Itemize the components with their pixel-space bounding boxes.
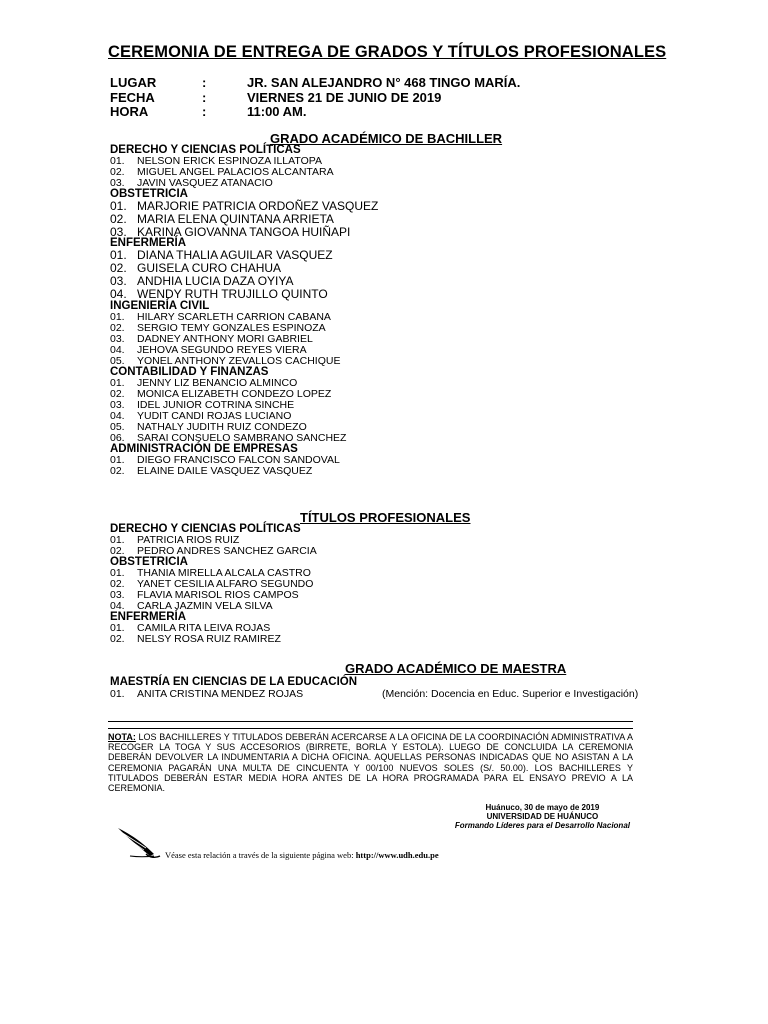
entry-name: NELSY ROSA RUIZ RAMIREZ — [137, 633, 281, 645]
entry-number: 02. — [110, 464, 125, 477]
entry-number: 01. — [110, 155, 125, 167]
entry-number: 02. — [110, 578, 125, 590]
entry-name: HILARY SCARLETH CARRION CABANA — [137, 310, 331, 323]
entry-number: 02. — [110, 261, 127, 276]
list-item — [110, 411, 301, 422]
entry-number: 01. — [110, 622, 125, 634]
entry-name: JEHOVA SEGUNDO REYES VIERA — [137, 343, 307, 356]
entry-name: SERGIO TEMY GONZALES ESPINOZA — [137, 321, 326, 334]
entry-name: ANDHIA LUCIA DAZA OYIYA — [137, 273, 294, 288]
entry-number: 01. — [110, 453, 125, 466]
entry-number: 02. — [110, 633, 125, 645]
entry-name: NATHALY JUDITH RUIZ CONDEZO — [137, 420, 307, 433]
info-key: LUGAR — [110, 75, 157, 90]
divider-bottom — [108, 728, 633, 729]
entry-name: CAMILA RITA LEIVA ROJAS — [137, 622, 271, 634]
entry-name: ELAINE DAILE VASQUEZ VASQUEZ — [137, 464, 313, 477]
info-value: JR. SAN ALEJANDRO N° 468 TINGO MARÍA. — [247, 75, 521, 90]
section-title-bachiller: GRADO ACADÉMICO DE BACHILLER — [270, 131, 503, 146]
entry-number: 05. — [110, 354, 125, 367]
entry-number: 04. — [110, 600, 125, 612]
list-item — [110, 420, 307, 433]
entry-number: 01. — [110, 534, 125, 546]
entry-number: 01. — [110, 567, 125, 579]
signature-university: UNIVERSIDAD DE HUÁNUCO — [486, 812, 599, 821]
quill-pen-icon — [116, 826, 162, 860]
list-item — [110, 332, 313, 345]
list-item — [110, 601, 301, 612]
entry-number: 05. — [110, 420, 125, 433]
entry-number: 01. — [110, 310, 125, 323]
entry-name: MIGUEL ANGEL PALACIOS ALCANTARA — [137, 166, 334, 178]
maestra-list — [110, 676, 639, 700]
footer-label: Véase esta relación a través de la siguiente página web: — [165, 850, 356, 860]
info-key: FECHA — [110, 89, 155, 105]
info-key: HORA — [110, 104, 149, 119]
list-item — [110, 224, 351, 239]
note-paragraph — [108, 732, 633, 793]
titulos-list — [110, 523, 317, 645]
entry-name: ANITA CRISTINA MENDEZ ROJAS — [137, 688, 304, 700]
list-item — [110, 211, 334, 226]
entry-name: DIANA THALIA AGUILAR VASQUEZ — [137, 248, 333, 263]
signature-block — [455, 803, 630, 830]
list-item — [110, 343, 307, 356]
entry-name: CARLA JAZMIN VELA SILVA — [137, 600, 273, 612]
entry-number: 02. — [110, 211, 127, 226]
list-item — [110, 354, 341, 367]
list-item — [110, 378, 301, 389]
entry-name: GUISELA CURO CHAHUA — [137, 261, 282, 276]
entry-name: MONICA ELIZABETH CONDEZO LOPEZ — [137, 387, 332, 400]
list-item — [110, 286, 328, 301]
entry-number: 04. — [110, 343, 125, 356]
note-label: NOTA: — [108, 732, 136, 742]
group-heading: DERECHO Y CIENCIAS POLÍTICAS — [110, 144, 301, 156]
entry-number: 02. — [110, 321, 125, 334]
entry-number: 03. — [110, 398, 125, 411]
entry-name: JAVIN VASQUEZ ATANACIO — [137, 177, 273, 189]
list-item — [110, 275, 301, 288]
entry-name: DIEGO FRANCISCO FALCON SANDOVAL — [137, 453, 340, 466]
group-heading: CONTABILIDAD Y FINANZAS — [110, 365, 269, 378]
signature-motto: Formando Líderes para el Desarrollo Nacional — [454, 821, 630, 830]
entry-name: PATRICIA RIOS RUIZ — [137, 534, 240, 546]
section-title-titulos: TÍTULOS PROFESIONALES — [300, 510, 471, 525]
entry-name: MARJORIE PATRICIA ORDOÑEZ VASQUEZ — [137, 199, 379, 213]
group-heading: INGENIERÍA CIVIL — [110, 299, 210, 312]
list-item — [110, 634, 301, 645]
entry-number: 02. — [110, 166, 125, 178]
group-heading: DERECHO Y CIENCIAS POLÍTICAS — [110, 523, 301, 535]
list-item — [110, 321, 326, 334]
list-item — [110, 310, 331, 323]
list-item — [110, 545, 317, 557]
entry-number: 01. — [110, 688, 125, 700]
entry-name: PEDRO ANDRES SANCHEZ GARCIA — [137, 545, 317, 557]
entry-number: 04. — [110, 286, 127, 301]
entry-name: SARAI CONSUELO SAMBRANO SANCHEZ — [137, 431, 347, 444]
entry-name: YANET CESILIA ALFARO SEGUNDO — [137, 578, 314, 590]
entry-name: DADNEY ANTHONY MORI GABRIEL — [137, 332, 313, 345]
entry-name: WENDY RUTH TRUJILLO QUINTO — [137, 286, 328, 301]
entry-number: 03. — [110, 273, 127, 288]
entry-number: 02. — [110, 387, 125, 400]
entry-number: 06. — [110, 431, 125, 444]
entry-number: 02. — [110, 545, 125, 557]
entry-name: NELSON ERICK ESPINOZA ILLATOPA — [137, 155, 322, 167]
group-heading: OBSTETRICIA — [110, 188, 188, 200]
note-text: LOS BACHILLERES Y TITULADOS DEBERÁN ACERCARSE A LA OFICINA DE LA COORDINACIÓN ADMINISTRATIVA A RECOGER LA TOGA Y SUS ACCESORIOS (BIRRETE, BORLA Y ESTOLA). LUEGO DE CONCLUIDA LA CEREMONIA DEBERÁN DEVOLVER LA INDUMENTARIA A DICHA OFICINA. AQUELLAS PERSONAS INDICADAS QUE NO ASISTAN A LA CEREMONIA PAGARÁN UNA MULTA DE CINCUENTA Y 00/100 NUEVOS SOLES (S/. 50.00). LOS BACHILLERES Y TITULADOS DEBERÁN ESTAR MEDIA HORA ANTES DE LA HORA PROGRAMADA PARA EL ENSAYO PREVIO A LA CEREMONIA. — [108, 732, 633, 794]
group-heading: MAESTRÍA EN CIENCIAS DE LA EDUCACIÓN — [110, 676, 358, 688]
info-sep: : — [202, 75, 207, 90]
entry-number: 03. — [110, 332, 125, 345]
entry-number: 03. — [110, 589, 125, 601]
group-heading: OBSTETRICIA — [110, 556, 188, 568]
list-item — [110, 431, 347, 444]
entry-name: FLAVIA MARISOL RIOS CAMPOS — [137, 589, 299, 601]
entry-name: JENNY LIZ BENANCIO ALMINCO — [137, 376, 298, 389]
list-item — [110, 688, 639, 700]
entry-mention: (Mención: Docencia en Educ. Superior e Investigación) — [382, 688, 639, 700]
footer-url-link[interactable]: http://www.udh.edu.pe — [355, 850, 439, 860]
info-sep: : — [202, 104, 207, 119]
entry-number: 01. — [110, 199, 127, 213]
entry-name: KARINA GIOVANNA TANGOA HUIÑAPI — [137, 224, 351, 239]
entry-name: IDEL JUNIOR COTRINA SINCHE — [137, 398, 295, 411]
list-item — [110, 178, 301, 189]
entry-number: 04. — [110, 409, 125, 422]
info-value: VIERNES 21 DE JUNIO DE 2019 — [247, 89, 442, 105]
entry-name: YONEL ANTHONY ZEVALLOS CACHIQUE — [137, 354, 341, 367]
entry-name: THANIA MIRELLA ALCALA CASTRO — [137, 567, 311, 579]
info-value: 11:00 AM. — [247, 104, 307, 119]
list-item — [110, 199, 379, 213]
page-title: CEREMONIA DE ENTREGA DE GRADOS Y TÍTULOS PROFESIONALES — [108, 43, 667, 61]
group-heading: ADMINISTRACIÓN DE EMPRESAS — [110, 442, 298, 455]
list-item — [110, 464, 313, 477]
signature-date: Huánuco, 30 de mayo de 2019 — [485, 803, 600, 812]
group-heading: ENFERMERÍA — [110, 237, 187, 250]
entry-name: YUDIT CANDI ROJAS LUCIANO — [137, 409, 292, 422]
footer-text — [165, 850, 439, 860]
bachiller-list — [110, 144, 379, 477]
list-item — [110, 453, 340, 466]
entry-name: MARIA ELENA QUINTANA ARRIETA — [137, 211, 334, 226]
list-item — [110, 387, 332, 400]
section-title-maestra: GRADO ACADÉMICO DE MAESTRA — [345, 661, 567, 676]
info-sep: : — [202, 89, 207, 105]
divider-top — [108, 721, 633, 722]
entry-number: 03. — [110, 224, 127, 239]
entry-number: 01. — [110, 248, 127, 263]
group-heading: ENFERMERÍA — [110, 611, 187, 623]
entry-number: 03. — [110, 177, 125, 189]
list-item — [110, 400, 301, 411]
entry-number: 01. — [110, 376, 125, 389]
